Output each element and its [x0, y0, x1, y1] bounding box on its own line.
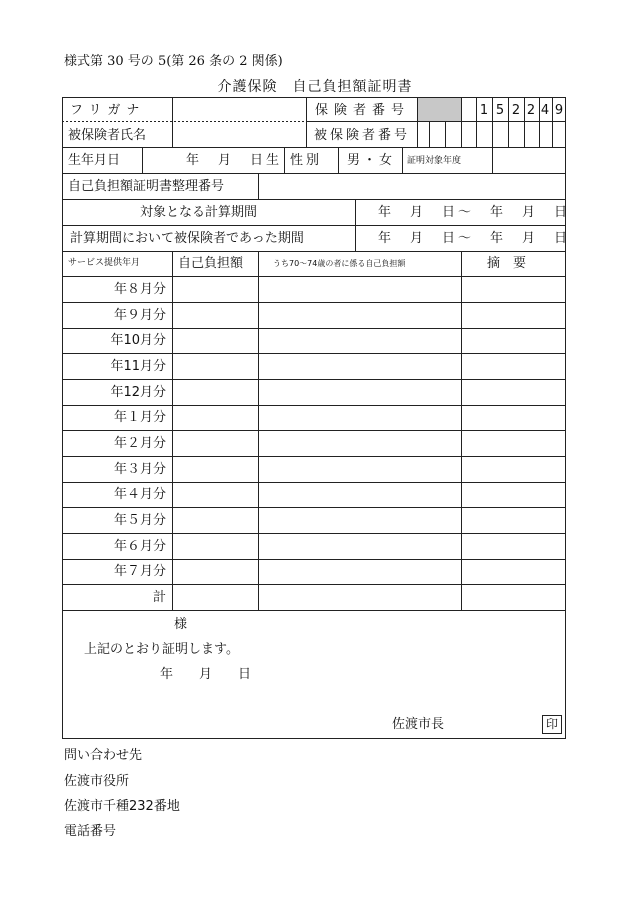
month-row-label: 年12月分	[110, 385, 166, 400]
phone-label: 電話番号	[64, 824, 117, 839]
document-title: 介護保険 自己負担額証明書	[217, 79, 413, 95]
cert-number-label: 自己負担額証明書整理番号	[68, 179, 225, 194]
fiscal-year-label: 証明対象年度	[407, 156, 462, 166]
total-label: 計	[152, 590, 166, 605]
col-service-month: サービス提供年月	[68, 258, 141, 268]
sex-options: 男・女	[347, 153, 396, 168]
insured-period-label: 計算期間において被保険者であった期間	[70, 231, 304, 246]
month-row-label: 年８月分	[113, 282, 166, 297]
mayor-label: 佐渡市長	[392, 717, 445, 732]
insured-period-value: 年 月 日～ 年 月 日	[378, 231, 571, 246]
insured-name-label: 被保険者氏名	[68, 128, 147, 143]
month-row-label: 年２月分	[113, 436, 166, 451]
birthdate-label: 生年月日	[68, 153, 121, 168]
calc-period-label: 対象となる計算期間	[140, 205, 258, 220]
month-row-label: 年４月分	[113, 487, 166, 502]
insurer-number-digit: 4	[540, 103, 550, 118]
month-row-label: 年３月分	[113, 462, 166, 477]
insurer-number-label: 保険者番号	[315, 103, 411, 118]
insurer-number-digit: 2	[526, 103, 536, 118]
form-number: 様式第 30 号の 5(第 26 条の 2 関係)	[64, 54, 283, 69]
insurer-number-digit: 2	[511, 103, 521, 118]
insurer-number-digit: 5	[495, 103, 505, 118]
col-self-pay: 自己負担額	[178, 256, 244, 271]
col-remarks: 摘 要	[487, 256, 527, 271]
certificate-form	[62, 97, 571, 739]
month-row-label: 年10月分	[110, 333, 166, 348]
month-row-label: 年11月分	[110, 359, 166, 374]
insurer-number-digit: 1	[479, 103, 489, 118]
month-row-label: 年５月分	[113, 513, 166, 528]
office-address: 佐渡市千種232番地	[64, 799, 180, 814]
certify-date: 年 月 日	[160, 667, 252, 682]
office-name: 佐渡市役所	[64, 774, 130, 789]
addressee-suffix: 様	[174, 617, 188, 632]
calc-period-value: 年 月 日～ 年 月 日	[378, 205, 571, 220]
insurer-number-digit: 9	[554, 103, 564, 118]
month-row-label: 年９月分	[113, 308, 166, 323]
insured-number-label: 被保険者番号	[314, 128, 411, 143]
col-age-70-74: うち70～74歳の者に係る自己負担額	[273, 259, 406, 268]
certify-text: 上記のとおり証明します。	[84, 642, 239, 657]
seal-mark: 印	[542, 715, 562, 734]
contact-label: 問い合わせ先	[64, 748, 143, 763]
month-row-label: 年６月分	[113, 539, 166, 554]
month-row-label: 年７月分	[113, 564, 166, 579]
month-row-label: 年１月分	[113, 410, 166, 425]
furigana-label: フリガナ	[70, 103, 146, 118]
sex-label: 性別	[290, 153, 323, 168]
birthdate-value: 年 月 日生	[186, 153, 283, 168]
